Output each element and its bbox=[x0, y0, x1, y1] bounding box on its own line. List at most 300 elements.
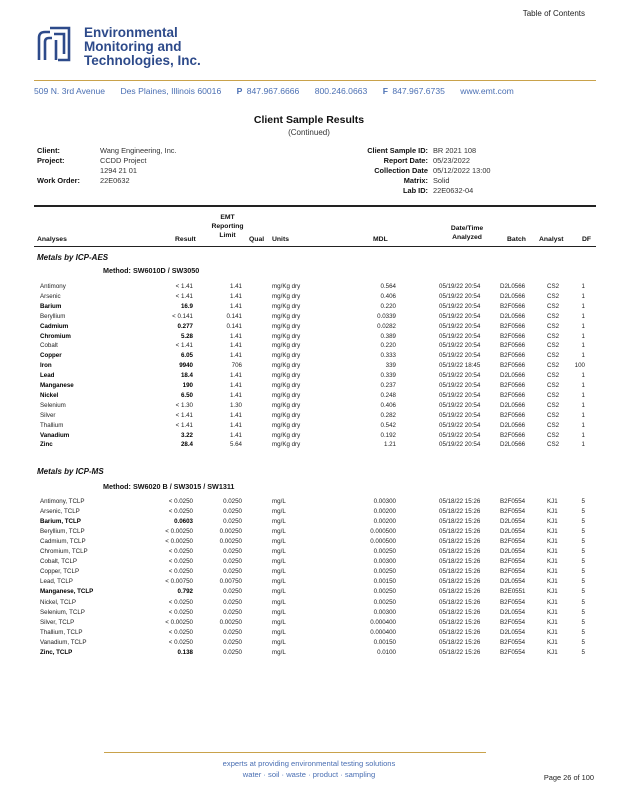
units: mg/Kg dry bbox=[272, 421, 301, 429]
dilution-factor: 1 bbox=[581, 391, 585, 399]
analyte-name: Cadmium bbox=[40, 322, 69, 330]
units: mg/Kg dry bbox=[272, 382, 301, 389]
table-row bbox=[0, 557, 618, 566]
mdl-value: 0.00200 bbox=[373, 518, 396, 526]
analyzed-datetime: 05/19/22 20:54 bbox=[439, 401, 481, 409]
mdl-value: 0.406 bbox=[380, 401, 396, 409]
website-link[interactable]: www.emt.com bbox=[460, 86, 514, 96]
mdl-value: 339 bbox=[385, 362, 396, 370]
col-header-result: Result bbox=[175, 236, 196, 243]
info-row bbox=[37, 146, 177, 156]
table-row bbox=[0, 292, 618, 301]
analyte-name: Chromium, TCLP bbox=[40, 548, 88, 556]
table-row bbox=[0, 421, 618, 430]
analyst-id: CS2 bbox=[547, 322, 560, 330]
batch-id: B2F0554 bbox=[500, 558, 526, 566]
company-name bbox=[84, 26, 201, 68]
mdl-value: 0.248 bbox=[380, 391, 396, 399]
analyzed-datetime: 05/19/22 20:54 bbox=[439, 372, 481, 380]
analyzed-datetime: 05/19/22 20:54 bbox=[439, 312, 481, 320]
mdl-value: 0.000500 bbox=[370, 528, 396, 536]
table-row bbox=[0, 507, 618, 516]
phone-value: 847.967.6666 bbox=[246, 86, 300, 96]
reporting-limit: 0.141 bbox=[226, 312, 242, 320]
analyte-name: Vanadium, TCLP bbox=[40, 638, 87, 646]
reporting-limit: 1.41 bbox=[229, 382, 242, 389]
dilution-factor: 1 bbox=[581, 401, 585, 409]
mdl-value: 0.564 bbox=[380, 283, 396, 290]
reporting-limit: 0.0250 bbox=[223, 638, 242, 646]
reporting-limit: 1.30 bbox=[229, 401, 242, 409]
info-value: Wang Engineering, Inc. bbox=[100, 146, 177, 155]
mdl-value: 0.00250 bbox=[373, 568, 396, 576]
result-value: < 1.41 bbox=[175, 292, 193, 300]
reporting-limit: 0.0250 bbox=[223, 628, 242, 636]
dilution-factor: 1 bbox=[581, 312, 585, 320]
batch-id: B2F0554 bbox=[500, 568, 526, 576]
batch-id: B2F0566 bbox=[500, 382, 526, 389]
analyst-id: KJ1 bbox=[547, 628, 558, 636]
units: mg/L bbox=[272, 528, 286, 536]
batch-id: D2L0554 bbox=[500, 578, 526, 586]
result-value: < 0.0250 bbox=[168, 628, 193, 636]
result-value: 0.792 bbox=[177, 588, 193, 596]
table-row bbox=[0, 648, 618, 657]
batch-id: B2F0566 bbox=[500, 302, 526, 310]
client-info bbox=[37, 146, 177, 186]
method-label: Method: SW6010D / SW3050 bbox=[103, 266, 200, 275]
dilution-factor: 5 bbox=[581, 648, 585, 656]
result-value: 28.4 bbox=[180, 441, 193, 449]
reporting-limit: 1.41 bbox=[229, 332, 242, 340]
reporting-limit: 0.0250 bbox=[223, 588, 242, 596]
mdl-value: 0.0339 bbox=[377, 312, 396, 320]
mdl-value: 0.00150 bbox=[373, 578, 396, 586]
result-value: < 0.00750 bbox=[165, 578, 193, 586]
info-label: Client: bbox=[37, 146, 60, 155]
col-header-qual: Qual bbox=[249, 236, 265, 243]
col-header-df: DF bbox=[582, 236, 592, 243]
batch-id: B2F0554 bbox=[500, 498, 526, 505]
reporting-limit: 1.41 bbox=[229, 431, 242, 439]
reporting-limit: 1.41 bbox=[229, 372, 242, 380]
col-header-reporting-limit: EMT Reporting Limit bbox=[211, 214, 244, 239]
mdl-value: 0.192 bbox=[380, 431, 396, 439]
result-value: < 0.0250 bbox=[168, 608, 193, 616]
table-row bbox=[0, 351, 618, 360]
section-title: Metals by ICP-AES bbox=[37, 253, 109, 262]
footer-services: water · soil · waste · product · sampling bbox=[242, 770, 376, 779]
analyst-id: KJ1 bbox=[547, 558, 558, 566]
table-row bbox=[0, 391, 618, 400]
info-row bbox=[37, 166, 177, 176]
analyzed-datetime: 05/18/22 15:26 bbox=[439, 598, 481, 606]
dilution-factor: 1 bbox=[581, 421, 585, 429]
reporting-limit: 1.41 bbox=[229, 342, 242, 350]
units: mg/L bbox=[272, 638, 286, 646]
units: mg/L bbox=[272, 518, 286, 526]
batch-id: D2L0566 bbox=[500, 441, 526, 449]
col-header-analyst: Analyst bbox=[539, 236, 564, 243]
table-row bbox=[0, 497, 618, 506]
batch-id: B2E0551 bbox=[500, 588, 526, 596]
result-value: < 1.41 bbox=[175, 421, 193, 429]
analyte-name: Cadmium, TCLP bbox=[40, 538, 86, 546]
info-label: Client Sample ID: bbox=[367, 146, 428, 155]
analyzed-datetime: 05/19/22 20:54 bbox=[439, 382, 481, 389]
analyst-id: CS2 bbox=[547, 332, 560, 340]
report-subtitle: (Continued) bbox=[288, 128, 330, 137]
analyte-name: Silver, TCLP bbox=[40, 618, 75, 626]
batch-id: D2L0566 bbox=[500, 372, 526, 380]
analyte-name: Beryllium bbox=[40, 312, 66, 320]
reporting-limit: 1.41 bbox=[229, 391, 242, 399]
table-row bbox=[0, 381, 618, 390]
batch-id: D2L0566 bbox=[500, 401, 526, 409]
units: mg/Kg dry bbox=[272, 312, 301, 320]
analyzed-datetime: 05/18/22 15:26 bbox=[439, 508, 481, 516]
mdl-value: 0.00200 bbox=[373, 508, 396, 516]
result-value: < 0.00250 bbox=[165, 618, 193, 626]
batch-id: D2L0554 bbox=[500, 608, 526, 616]
mdl-value: 0.000400 bbox=[370, 628, 396, 636]
result-value: 190 bbox=[182, 382, 193, 389]
dilution-factor: 5 bbox=[581, 568, 585, 576]
mdl-value: 0.389 bbox=[380, 332, 396, 340]
analyzed-datetime: 05/18/22 15:26 bbox=[439, 568, 481, 576]
analyst-id: KJ1 bbox=[547, 498, 558, 505]
result-value: < 0.00250 bbox=[165, 528, 193, 536]
dilution-factor: 5 bbox=[581, 628, 585, 636]
info-value: CCDD Project bbox=[100, 156, 147, 165]
analyst-id: CS2 bbox=[547, 312, 560, 320]
reporting-limit: 0.00250 bbox=[219, 538, 242, 546]
dilution-factor: 5 bbox=[581, 498, 585, 505]
units: mg/L bbox=[272, 538, 286, 546]
analyst-id: CS2 bbox=[547, 292, 560, 300]
analyte-name: Arsenic bbox=[40, 292, 61, 300]
table-row bbox=[0, 547, 618, 556]
analyzed-datetime: 05/19/22 20:54 bbox=[439, 431, 481, 439]
dilution-factor: 5 bbox=[581, 548, 585, 556]
batch-id: B2F0566 bbox=[500, 342, 526, 350]
analyst-id: CS2 bbox=[547, 352, 560, 360]
dilution-factor: 5 bbox=[581, 528, 585, 536]
analyst-id: CS2 bbox=[547, 362, 560, 370]
analyte-name: Antimony, TCLP bbox=[40, 498, 85, 505]
units: mg/Kg dry bbox=[272, 401, 301, 409]
analyte-name: Thallium, TCLP bbox=[40, 628, 83, 636]
table-row bbox=[0, 431, 618, 440]
analyte-name: Silver bbox=[40, 411, 56, 419]
analyst-id: CS2 bbox=[547, 283, 560, 290]
analyst-id: KJ1 bbox=[547, 618, 558, 626]
table-row bbox=[0, 371, 618, 380]
units: mg/Kg dry bbox=[272, 322, 301, 330]
analyzed-datetime: 05/18/22 15:26 bbox=[439, 548, 481, 556]
page-number: Page 26 of 100 bbox=[543, 773, 594, 782]
analyte-name: Chromium bbox=[40, 332, 71, 340]
mdl-value: 0.0282 bbox=[377, 322, 396, 330]
col-header-analyzed: Date/Time Analyzed bbox=[450, 225, 484, 241]
info-row bbox=[340, 156, 491, 166]
batch-id: B2F0554 bbox=[500, 638, 526, 646]
analyte-name: Cobalt bbox=[40, 342, 58, 350]
phone-number bbox=[237, 86, 300, 96]
analyst-id: KJ1 bbox=[547, 528, 558, 536]
info-value: 22E0632 bbox=[100, 176, 130, 185]
table-row bbox=[0, 341, 618, 350]
result-value: 3.22 bbox=[180, 431, 193, 439]
table-row bbox=[0, 282, 618, 291]
units: mg/Kg dry bbox=[272, 332, 301, 340]
analyst-id: CS2 bbox=[547, 411, 560, 419]
units: mg/Kg dry bbox=[272, 342, 301, 350]
fax-label: F bbox=[382, 86, 388, 96]
dilution-factor: 1 bbox=[581, 322, 585, 330]
units: mg/L bbox=[272, 558, 286, 566]
info-row bbox=[340, 176, 491, 186]
reporting-limit: 0.00750 bbox=[219, 578, 242, 586]
analyte-name: Nickel, TCLP bbox=[40, 598, 76, 606]
batch-id: B2F0554 bbox=[500, 648, 526, 656]
analyzed-datetime: 05/18/22 15:26 bbox=[439, 538, 481, 546]
info-label: Project: bbox=[37, 156, 65, 165]
units: mg/Kg dry bbox=[272, 431, 301, 439]
analyst-id: KJ1 bbox=[547, 598, 558, 606]
analyzed-datetime: 05/18/22 15:26 bbox=[439, 618, 481, 626]
info-value: 05/12/2022 13:00 bbox=[433, 166, 491, 175]
mdl-value: 0.00300 bbox=[373, 608, 396, 616]
analyzed-datetime: 05/19/22 20:54 bbox=[439, 441, 481, 449]
section-title: Metals by ICP-MS bbox=[37, 467, 104, 476]
analyst-id: KJ1 bbox=[547, 608, 558, 616]
table-row bbox=[0, 401, 618, 410]
units: mg/L bbox=[272, 548, 286, 556]
emt-logo-icon bbox=[36, 26, 72, 62]
mdl-value: 0.406 bbox=[380, 292, 396, 300]
units: mg/L bbox=[272, 578, 286, 586]
result-value: 0.277 bbox=[177, 322, 193, 330]
report-title: Client Sample Results bbox=[253, 114, 365, 126]
analyst-id: CS2 bbox=[547, 421, 560, 429]
units: mg/Kg dry bbox=[272, 411, 301, 419]
table-of-contents-link[interactable]: Table of Contents bbox=[522, 9, 585, 18]
mdl-value: 0.333 bbox=[380, 352, 396, 360]
mdl-value: 0.0100 bbox=[377, 648, 396, 656]
analyst-id: CS2 bbox=[547, 401, 560, 409]
reporting-limit: 0.0250 bbox=[223, 548, 242, 556]
analyte-name: Cobalt, TCLP bbox=[40, 558, 78, 566]
info-row bbox=[340, 146, 491, 156]
table-row bbox=[0, 322, 618, 331]
fax-number bbox=[383, 86, 445, 96]
analyzed-datetime: 05/18/22 15:26 bbox=[439, 528, 481, 536]
info-value: 05/23/2022 bbox=[433, 156, 470, 165]
dilution-factor: 5 bbox=[581, 558, 585, 566]
analyst-id: CS2 bbox=[547, 382, 560, 389]
analyst-id: KJ1 bbox=[547, 548, 558, 556]
reporting-limit: 0.0250 bbox=[223, 518, 242, 526]
analyzed-datetime: 05/19/22 20:54 bbox=[439, 292, 481, 300]
table-row bbox=[0, 517, 618, 526]
units: mg/L bbox=[272, 618, 286, 626]
table-row bbox=[0, 537, 618, 546]
result-value: 5.28 bbox=[180, 332, 193, 340]
reporting-limit: 0.00250 bbox=[219, 528, 242, 536]
info-row bbox=[37, 156, 177, 166]
batch-id: D2L0554 bbox=[500, 528, 526, 536]
reporting-limit: 0.0250 bbox=[223, 558, 242, 566]
analyte-name: Copper bbox=[40, 352, 62, 360]
header-rule bbox=[34, 80, 596, 81]
analyst-id: KJ1 bbox=[547, 508, 558, 516]
analyzed-datetime: 05/19/22 20:54 bbox=[439, 302, 481, 310]
dilution-factor: 1 bbox=[581, 283, 585, 290]
result-value: < 1.30 bbox=[175, 401, 193, 409]
table-top-rule bbox=[34, 205, 596, 207]
mdl-value: 0.00300 bbox=[373, 498, 396, 505]
dilution-factor: 5 bbox=[581, 588, 585, 596]
analyzed-datetime: 05/18/22 15:26 bbox=[439, 498, 481, 505]
result-value: 0.138 bbox=[177, 648, 193, 656]
table-row bbox=[0, 411, 618, 420]
analyte-name: Zinc bbox=[40, 441, 53, 449]
result-value: 0.0603 bbox=[174, 518, 193, 526]
table-row bbox=[0, 587, 618, 596]
info-row bbox=[340, 186, 491, 196]
info-label: Work Order: bbox=[37, 176, 80, 185]
batch-id: D2L0566 bbox=[500, 312, 526, 320]
table-row bbox=[0, 332, 618, 341]
mdl-value: 0.00150 bbox=[373, 638, 396, 646]
batch-id: B2F0554 bbox=[500, 508, 526, 516]
analyte-name: Manganese bbox=[40, 382, 74, 389]
units: mg/L bbox=[272, 608, 286, 616]
dilution-factor: 1 bbox=[581, 352, 585, 360]
batch-id: D2L0566 bbox=[500, 292, 526, 300]
company-name-line: Monitoring and bbox=[84, 39, 182, 54]
units: mg/Kg dry bbox=[272, 302, 301, 310]
result-value: < 0.141 bbox=[172, 312, 193, 320]
reporting-limit: 706 bbox=[231, 362, 242, 370]
info-value: Solid bbox=[433, 176, 450, 185]
batch-id: B2F0566 bbox=[500, 332, 526, 340]
analyte-name: Arsenic, TCLP bbox=[40, 508, 80, 516]
mdl-value: 0.220 bbox=[380, 342, 396, 350]
mdl-value: 0.000400 bbox=[370, 618, 396, 626]
reporting-limit: 5.64 bbox=[229, 441, 242, 449]
address-bar bbox=[34, 86, 514, 96]
batch-id: B2F0566 bbox=[500, 362, 526, 370]
analyzed-datetime: 05/18/22 15:26 bbox=[439, 608, 481, 616]
units: mg/L bbox=[272, 588, 286, 596]
info-label: Report Date: bbox=[383, 156, 428, 165]
dilution-factor: 5 bbox=[581, 618, 585, 626]
dilution-factor: 5 bbox=[581, 538, 585, 546]
analyte-name: Zinc, TCLP bbox=[40, 648, 73, 656]
reporting-limit: 0.0250 bbox=[223, 568, 242, 576]
analyte-name: Selenium bbox=[40, 401, 66, 409]
result-value: < 1.41 bbox=[175, 411, 193, 419]
footer-rule bbox=[104, 752, 486, 753]
mdl-value: 0.00250 bbox=[373, 548, 396, 556]
analyst-id: KJ1 bbox=[547, 518, 558, 526]
dilution-factor: 5 bbox=[581, 608, 585, 616]
analyte-name: Lead bbox=[40, 372, 55, 380]
dilution-factor: 5 bbox=[581, 508, 585, 516]
batch-id: B2F0566 bbox=[500, 391, 526, 399]
units: mg/Kg dry bbox=[272, 352, 301, 360]
reporting-limit: 0.0250 bbox=[223, 598, 242, 606]
mdl-value: 0.542 bbox=[380, 421, 396, 429]
analyzed-datetime: 05/19/22 20:54 bbox=[439, 391, 481, 399]
units: mg/L bbox=[272, 568, 286, 576]
reporting-limit: 1.41 bbox=[229, 302, 242, 310]
dilution-factor: 100 bbox=[574, 362, 585, 370]
reporting-limit: 0.00250 bbox=[219, 618, 242, 626]
mdl-value: 0.00250 bbox=[373, 588, 396, 596]
units: mg/Kg dry bbox=[272, 292, 301, 300]
table-row bbox=[0, 628, 618, 637]
dilution-factor: 1 bbox=[581, 372, 585, 380]
mdl-value: 0.000500 bbox=[370, 538, 396, 546]
analyst-id: CS2 bbox=[547, 372, 560, 380]
analyzed-datetime: 05/19/22 20:54 bbox=[439, 421, 481, 429]
batch-id: B2F0566 bbox=[500, 411, 526, 419]
dilution-factor: 1 bbox=[581, 441, 585, 449]
reporting-limit: 0.0250 bbox=[223, 648, 242, 656]
phone-label: P bbox=[236, 86, 243, 96]
table-row bbox=[0, 527, 618, 536]
info-label: Collection Date bbox=[374, 166, 428, 175]
result-value: < 1.41 bbox=[175, 283, 193, 290]
analyst-id: KJ1 bbox=[547, 588, 558, 596]
result-value: < 0.0250 bbox=[168, 638, 193, 646]
fax-value: 847.967.6735 bbox=[392, 86, 445, 96]
batch-id: B2F0554 bbox=[500, 618, 526, 626]
col-header-units: Units bbox=[272, 236, 289, 243]
batch-id: D2L0566 bbox=[500, 421, 526, 429]
dilution-factor: 1 bbox=[581, 431, 585, 439]
analyte-name: Antimony bbox=[40, 283, 66, 290]
result-value: < 0.0250 bbox=[168, 568, 193, 576]
dilution-factor: 1 bbox=[581, 411, 585, 419]
analyst-id: KJ1 bbox=[547, 648, 558, 656]
table-row bbox=[0, 618, 618, 627]
analyte-name: Selenium, TCLP bbox=[40, 608, 85, 616]
dilution-factor: 5 bbox=[581, 578, 585, 586]
batch-id: B2F0566 bbox=[500, 431, 526, 439]
mdl-value: 0.00250 bbox=[373, 598, 396, 606]
city-address: Des Plaines, Illinois 60016 bbox=[120, 86, 222, 96]
table-row bbox=[0, 361, 618, 370]
result-value: < 1.41 bbox=[175, 342, 193, 350]
units: mg/Kg dry bbox=[272, 372, 301, 380]
mdl-value: 0.00300 bbox=[373, 558, 396, 566]
batch-id: D2L0566 bbox=[500, 283, 526, 290]
info-label: Matrix: bbox=[403, 176, 428, 185]
analyst-id: KJ1 bbox=[547, 538, 558, 546]
analyst-id: CS2 bbox=[547, 391, 560, 399]
info-label: Lab ID: bbox=[402, 186, 428, 195]
units: mg/L bbox=[272, 598, 286, 606]
result-value: < 0.00250 bbox=[165, 538, 193, 546]
analyte-name: Beryllium, TCLP bbox=[40, 528, 85, 536]
dilution-factor: 1 bbox=[581, 332, 585, 340]
analyte-name: Vanadium bbox=[40, 431, 70, 439]
col-header-mdl: MDL bbox=[373, 236, 388, 243]
